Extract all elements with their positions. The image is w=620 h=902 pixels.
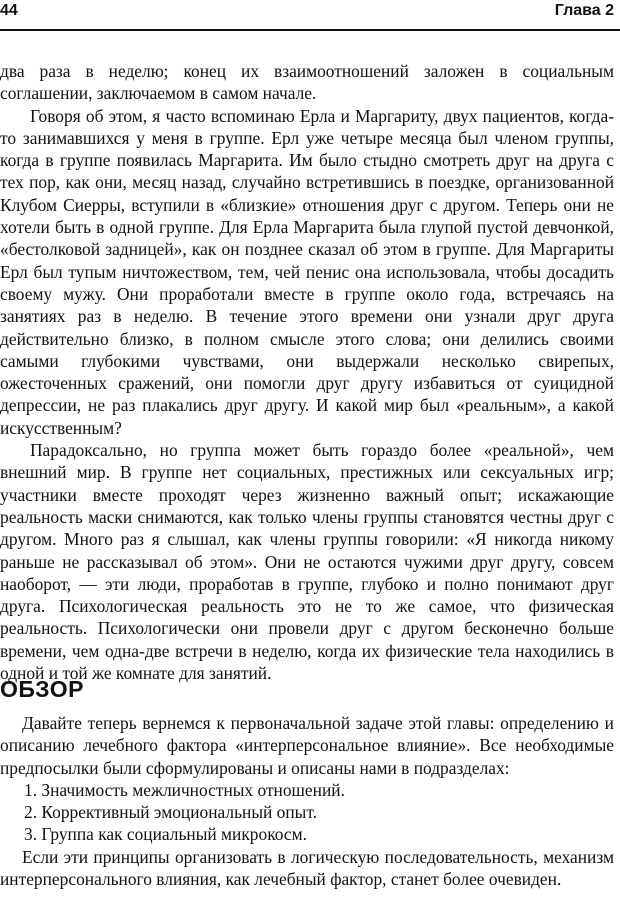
- main-text: [0, 60, 614, 684]
- list-item: 2. Коррективный эмоциональный опыт.: [24, 802, 317, 823]
- paragraph-paradox: Парадоксально, но группа может быть гораздо более «реальной», чем внешний мир. В группе нет социальных, престижных или сексуальных игр; участники вместе проходят через жизненно важный опыт; искажающие реальность маски снимаются, как только члены группы становятся честны друг с другом. Много раз я слышал, как члены группы говорили: «Я никогда никому раньше не рассказывал об этом». Они не остаются чужими друг другу, совсем наоборот, — эти люди, проработав в группе, глубоко и полно понимают друг друга. Психологическая реальность это не то же самое, что физическая реальность. Психологически они провели друг с другом бесконечно больше времени, чем одна-две встречи в неделю, когда их физические тела находились в одной и той же комнате для занятий.: [0, 440, 614, 684]
- overview-conclusion: Если эти принципы организовать в логическую последовательность, механизм интерперсонального влияния, как лечебный фактор, станет более очевиден.: [0, 846, 614, 890]
- paragraph-earl-margarita: Говоря об этом, я часто вспоминаю Ерла и Маргариту, двух пациентов, когда-то занимавшихся у меня в группе. Ерл уже четыре месяца был членом группы, когда в группе появилась Маргарита. Им было стыдно смотреть друг на друга с тех пор, как они, месяц назад, случайно встретившись в поездке, организованной Клубом Сиерры, вступили в «близкие» отношения друг с другом. Теперь они не хотели быть в одной группе. Для Ерла Маргарита была глупой пустой девчонкой, «бестолковой задницей», как он позднее сказал об этом в группе. Для Маргариты Ерл был тупым ничтожеством, тем, чей пенис она использовала, чтобы досадить своему мужу. Они проработали вместе в группе около года, встречаясь на занятиях раз в неделю. В течение этого времени они узнали друг друга действительно близко, в полном смысле этого слова; они делились своими самыми глубокими чувствами, они выдержали несколько свирепых, ожесточенных сражений, они помогли друг другу избавиться от суицидной депрессии, не раз плакались друг другу. И какой мир был «реальным», а какой искусственным?: [0, 105, 614, 438]
- overview-section: [0, 712, 614, 890]
- chapter-running-head: Глава 2: [554, 2, 614, 19]
- page-number: 44: [0, 2, 18, 19]
- overview-intro: Давайте теперь вернемся к первоначальной задаче этой главы: определению и описанию лечебного фактора «интерперсональное влияние». Все необходимые предпосылки были сформулированы и описаны нами в подразделах:: [0, 713, 614, 778]
- premises-list: [0, 779, 614, 846]
- list-item: 1. Значимость межличностных отношений.: [24, 779, 345, 800]
- paragraph-continuation: два раза в неделю; конец их взаимоотношений заложен в социальным соглашении, заключаемом в самом начале.: [0, 61, 614, 104]
- list-item: 3. Группа как социальный микрокосм.: [24, 824, 307, 845]
- section-heading: ОБЗОР: [0, 676, 84, 702]
- page-header: [0, 0, 620, 34]
- header-rule: [0, 29, 620, 31]
